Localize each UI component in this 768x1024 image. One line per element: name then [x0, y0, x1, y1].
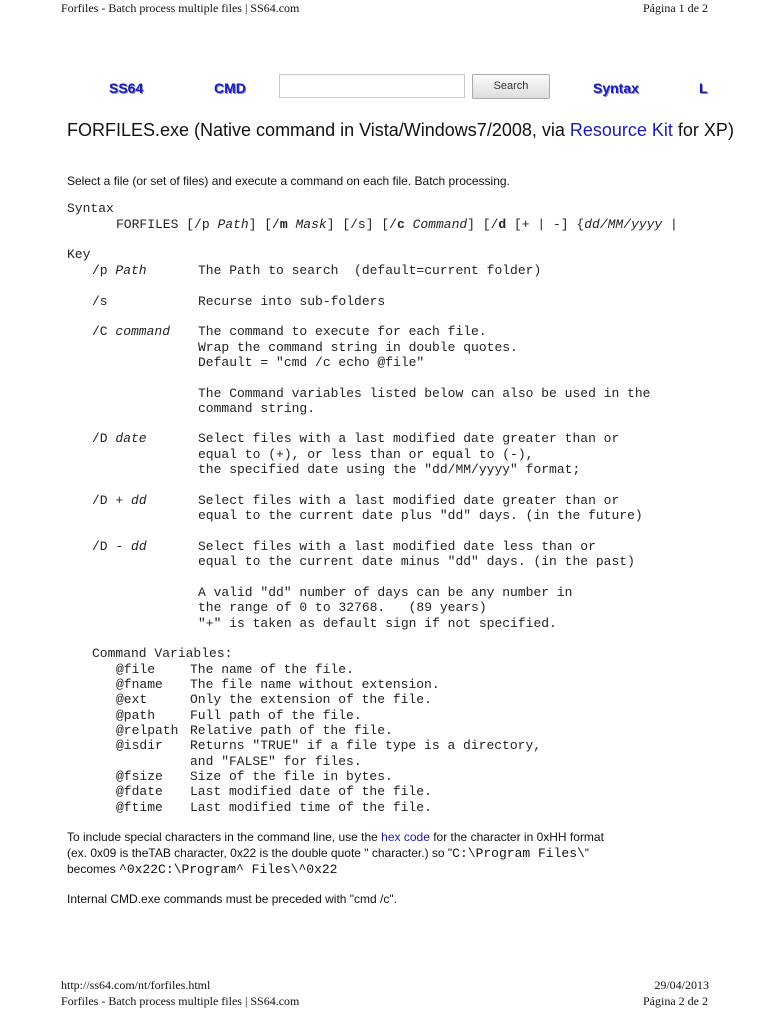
footer-url: http://ss64.com/nt/forfiles.html: [61, 978, 211, 992]
key-option-p: [92, 263, 147, 278]
var-desc: Relative path of the file.: [190, 723, 393, 738]
key-desc-s-1: Recurse into sub-folders: [198, 294, 386, 309]
key-desc-d-2: equal to (+), or less than or equal to (-),: [198, 447, 534, 462]
var-name: @fdate: [116, 784, 163, 799]
var-name: @isdir: [116, 738, 163, 753]
syntax-label: Syntax: [67, 201, 114, 216]
nav-ss64-link[interactable]: SS64: [109, 80, 144, 96]
footer-date: 29/04/2013: [654, 978, 709, 992]
key-desc-c-5: The Command variables listed below can also be used in the: [198, 386, 651, 401]
syntax-date: dd/MM/yyyy: [584, 217, 663, 232]
key-desc-c-6: command string.: [198, 401, 316, 416]
syntax-part: ] [/: [248, 217, 280, 232]
syntax-part: [288, 217, 296, 232]
var-name: @fname: [116, 677, 163, 692]
option-arg: command: [115, 324, 171, 339]
option-arg: dd: [131, 539, 147, 554]
key-desc-dminus-1: Select files with a last modified date less than or: [198, 539, 596, 554]
nav-cmd-link[interactable]: CMD: [214, 80, 246, 96]
special-text: ": [584, 846, 590, 860]
var-name: @file: [116, 662, 156, 677]
key-desc-d-3: the specified date using the "dd/MM/yyyy" format;: [198, 462, 581, 477]
hex-code-link[interactable]: hex code: [381, 830, 430, 844]
key-desc-dminus-4: A valid "dd" number of days can be any number in: [198, 585, 573, 600]
special-chars-line-2: [67, 845, 727, 862]
option-arg: Path: [115, 263, 147, 278]
syntax-part: [+ | -] {: [506, 217, 585, 232]
syntax-part: |: [662, 217, 678, 232]
resource-kit-link[interactable]: Resource Kit: [569, 120, 673, 140]
key-option-d-date: [92, 431, 147, 446]
key-option-s: [92, 294, 108, 309]
option-flag: /D: [92, 431, 116, 446]
key-desc-dplus-2: equal to the current date plus "dd" days. (in the future): [198, 508, 643, 523]
syntax-part: [/p: [178, 217, 218, 232]
option-flag: /C: [92, 324, 116, 339]
var-name: @relpath: [116, 723, 179, 738]
key-option-c: [92, 324, 170, 339]
internal-note: Internal CMD.exe commands must be preceded with "cmd /c".: [67, 892, 397, 906]
special-text: for the character in 0xHH format: [429, 830, 604, 844]
special-code: C:\Program Files\: [452, 846, 585, 861]
print-header-page: Página 1 de 2: [643, 1, 708, 15]
var-name: @path: [116, 708, 156, 723]
syntax-part: ] [/s] [/: [326, 217, 397, 232]
option-flag: /D -: [92, 539, 132, 554]
syntax-part: ] [/: [467, 217, 499, 232]
key-option-d-plus: [92, 493, 147, 508]
footer-page: Página 2 de 2: [643, 994, 708, 1008]
var-name: @ext: [116, 692, 148, 707]
variables-label: Command Variables:: [92, 646, 233, 661]
title-suffix: for XP): [672, 120, 734, 140]
key-desc-dminus-5: the range of 0 to 32768. (89 years): [198, 600, 487, 615]
var-desc: Full path of the file.: [190, 708, 362, 723]
syntax-command: Command: [412, 217, 468, 232]
special-text: becomes: [67, 862, 120, 876]
key-desc-dminus-6: "+" is taken as default sign if not specified.: [198, 616, 557, 631]
var-desc: Size of the file in bytes.: [190, 769, 393, 784]
footer-title: Forfiles - Batch process multiple files | SS64.com: [61, 994, 300, 1008]
special-text: To include special characters in the command line, use the: [67, 830, 382, 844]
title-prefix: FORFILES.exe (Native command in Vista/Windows7/2008, via: [67, 120, 570, 140]
syntax-path: Path: [217, 217, 249, 232]
page-title: [67, 120, 747, 140]
key-desc-c-2: Wrap the command string in double quotes.: [198, 340, 518, 355]
var-desc: and "FALSE" for files.: [190, 754, 362, 769]
key-option-d-minus: [92, 539, 147, 554]
syntax-cmd: FORFILES: [116, 217, 179, 232]
var-desc: Last modified date of the file.: [190, 784, 432, 799]
key-desc-c-1: The command to execute for each file.: [198, 324, 487, 339]
key-desc-p-1: The Path to search (default=current folder): [198, 263, 542, 278]
option-flag: /D +: [92, 493, 132, 508]
key-desc-d-1: Select files with a last modified date greater than or: [198, 431, 620, 446]
var-desc: Only the extension of the file.: [190, 692, 432, 707]
syntax-line: [116, 217, 706, 232]
var-name: @fsize: [116, 769, 163, 784]
print-header-title: Forfiles - Batch process multiple files | SS64.com: [61, 1, 300, 15]
var-desc: The name of the file.: [190, 662, 354, 677]
search-input[interactable]: [279, 74, 465, 98]
syntax-mask: Mask: [295, 217, 327, 232]
option-flag: /s: [92, 294, 108, 309]
key-desc-c-3: Default = "cmd /c echo @file": [198, 355, 425, 370]
nav-more-link[interactable]: L: [699, 80, 708, 96]
syntax-c: c: [396, 217, 405, 232]
syntax-m: m: [279, 217, 288, 232]
option-arg: dd: [131, 493, 147, 508]
special-chars-line-1: [67, 829, 727, 845]
search-button[interactable]: Search: [472, 74, 550, 99]
var-name: @ftime: [116, 800, 163, 815]
special-chars-line-3: [67, 861, 727, 878]
var-desc: Last modified time of the file.: [190, 800, 432, 815]
option-arg: date: [115, 431, 147, 446]
option-flag: /p: [92, 263, 116, 278]
key-desc-dplus-1: Select files with a last modified date greater than or: [198, 493, 620, 508]
special-code: ^0x22C:\Program^ Files\^0x22: [119, 862, 338, 877]
special-text: (ex. 0x09 is theTAB character, 0x22 is the double quote " character.) so ": [67, 846, 453, 860]
var-desc: Returns "TRUE" if a file type is a directory,: [190, 738, 542, 753]
var-desc: The file name without extension.: [190, 677, 440, 692]
syntax-part: [405, 217, 413, 232]
key-label: Key: [67, 247, 91, 262]
nav-syntax-link[interactable]: Syntax: [593, 80, 639, 96]
intro-text: Select a file (or set of files) and execute a command on each file. Batch processing.: [67, 174, 510, 188]
key-desc-dminus-2: equal to the current date minus "dd" days. (in the past): [198, 554, 635, 569]
syntax-d: d: [498, 217, 507, 232]
